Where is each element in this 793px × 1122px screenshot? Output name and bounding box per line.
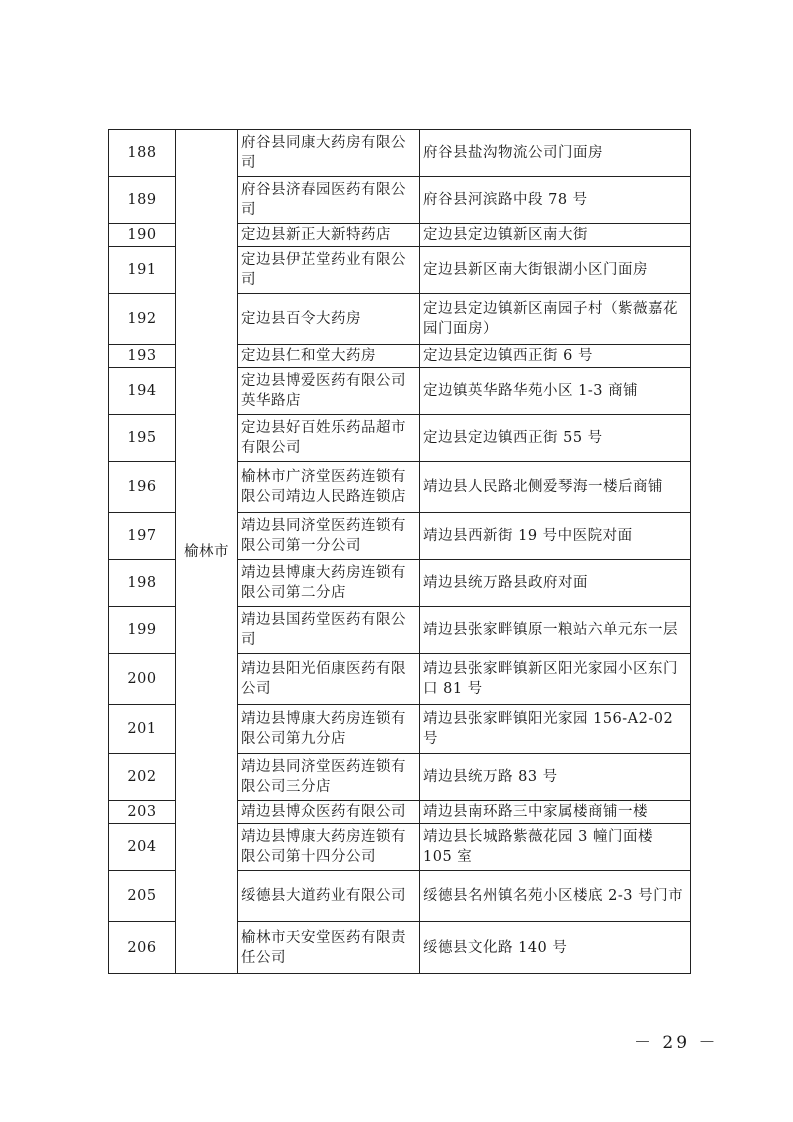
pharmacy-name: 靖边县同济堂医药连锁有限公司三分店 (238, 754, 420, 801)
row-number: 192 (109, 294, 176, 345)
row-number: 206 (109, 922, 176, 974)
pharmacy-name: 靖边县同济堂医药连锁有限公司第一分公司 (238, 513, 420, 560)
row-number: 197 (109, 513, 176, 560)
pharmacy-address: 定边县定边镇西正街 55 号 (420, 415, 691, 462)
pharmacy-name: 绥德县大道药业有限公司 (238, 871, 420, 922)
pharmacy-address: 绥德县名州镇名苑小区楼底 2-3 号门市 (420, 871, 691, 922)
row-number: 204 (109, 824, 176, 871)
pharmacy-name: 府谷县同康大药房有限公司 (238, 130, 420, 177)
pharmacy-name: 定边县新正大新特药店 (238, 224, 420, 247)
row-number: 200 (109, 654, 176, 705)
row-number: 188 (109, 130, 176, 177)
pharmacy-name: 靖边县博康大药房连锁有限公司第二分店 (238, 560, 420, 607)
pharmacy-address: 靖边县西新街 19 号中医院对面 (420, 513, 691, 560)
row-number: 199 (109, 607, 176, 654)
row-number: 196 (109, 462, 176, 513)
pharmacy-address: 靖边县张家畔镇原一粮站六单元东一层 (420, 607, 691, 654)
table-row (109, 130, 691, 177)
pharmacy-name: 榆林市天安堂医药有限责任公司 (238, 922, 420, 974)
pharmacy-address: 府谷县盐沟物流公司门面房 (420, 130, 691, 177)
pharmacy-address: 定边镇英华路华苑小区 1-3 商铺 (420, 368, 691, 415)
pharmacy-address: 靖边县人民路北侧爱琴海一楼后商铺 (420, 462, 691, 513)
pharmacy-table (108, 129, 691, 974)
pharmacy-address: 靖边县统万路 83 号 (420, 754, 691, 801)
pharmacy-name: 靖边县博康大药房连锁有限公司第十四分公司 (238, 824, 420, 871)
row-number: 193 (109, 345, 176, 368)
pharmacy-name: 靖边县国药堂医药有限公司 (238, 607, 420, 654)
pharmacy-name: 定边县博爱医药有限公司英华路店 (238, 368, 420, 415)
row-number: 194 (109, 368, 176, 415)
row-number: 203 (109, 801, 176, 824)
pharmacy-address: 靖边县张家畔镇新区阳光家园小区东门口 81 号 (420, 654, 691, 705)
pharmacy-address: 定边县新区南大街银湖小区门面房 (420, 247, 691, 294)
pharmacy-name: 靖边县阳光佰康医药有限公司 (238, 654, 420, 705)
pharmacy-name: 榆林市广济堂医药连锁有限公司靖边人民路连锁店 (238, 462, 420, 513)
pharmacy-address: 靖边县统万路县政府对面 (420, 560, 691, 607)
pharmacy-address: 靖边县张家畔镇阳光家园 156-A2-02 号 (420, 705, 691, 754)
page-number: － 29 － (634, 1033, 719, 1053)
row-number: 202 (109, 754, 176, 801)
row-number: 205 (109, 871, 176, 922)
pharmacy-address: 定边县定边镇新区南大街 (420, 224, 691, 247)
table-body (109, 130, 691, 974)
pharmacy-name: 定边县仁和堂大药房 (238, 345, 420, 368)
pharmacy-name: 靖边县博康大药房连锁有限公司第九分店 (238, 705, 420, 754)
pharmacy-name: 靖边县博众医药有限公司 (238, 801, 420, 824)
row-number: 195 (109, 415, 176, 462)
pharmacy-name: 府谷县济春园医药有限公司 (238, 177, 420, 224)
pharmacy-name: 定边县伊芷堂药业有限公司 (238, 247, 420, 294)
pharmacy-address: 靖边县长城路紫薇花园 3 幢门面楼 105 室 (420, 824, 691, 871)
pharmacy-name: 定边县好百姓乐药品超市有限公司 (238, 415, 420, 462)
pharmacy-address: 府谷县河滨路中段 78 号 (420, 177, 691, 224)
pharmacy-address: 定边县定边镇新区南园子村（紫薇嘉花园门面房） (420, 294, 691, 345)
pharmacy-address: 靖边县南环路三中家属楼商铺一楼 (420, 801, 691, 824)
pharmacy-address: 绥德县文化路 140 号 (420, 922, 691, 974)
row-number: 191 (109, 247, 176, 294)
pharmacy-name: 定边县百令大药房 (238, 294, 420, 345)
city-cell: 榆林市 (176, 130, 238, 974)
pharmacy-address: 定边县定边镇西正街 6 号 (420, 345, 691, 368)
row-number: 198 (109, 560, 176, 607)
row-number: 190 (109, 224, 176, 247)
row-number: 201 (109, 705, 176, 754)
row-number: 189 (109, 177, 176, 224)
